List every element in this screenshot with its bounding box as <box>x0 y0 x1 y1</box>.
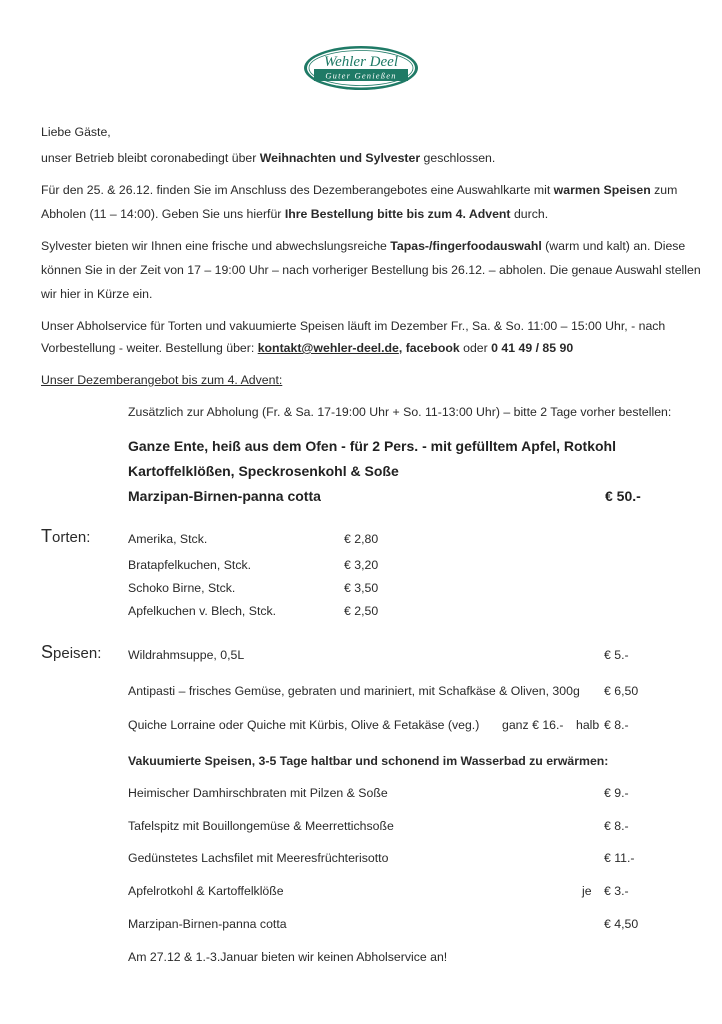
menu-price: € 8.- <box>604 718 629 732</box>
torte-item: Schoko Birne, Stck. <box>128 581 236 595</box>
logo-subtitle: Guter Genießen <box>325 70 397 81</box>
paragraph-line: wir hier in Kürze ein. <box>41 287 153 301</box>
menu-item: Tafelspitz mit Bouillongemüse & Meerrettichsoße <box>128 819 394 833</box>
wehler-deel-logo <box>302 44 420 92</box>
email-link[interactable]: kontakt@wehler-deel.de <box>257 341 399 355</box>
torte-price: € 2,80 <box>344 532 379 546</box>
menu-price-whole: ganz € 16.- <box>502 718 564 732</box>
menu-item: Marzipan-Birnen-panna cotta <box>128 917 287 931</box>
greeting: Liebe Gäste, <box>41 125 111 139</box>
advent-line: Marzipan-Birnen-panna cotta <box>128 488 321 504</box>
menu-price-prefix: je <box>582 884 592 898</box>
vacuum-heading: Vakuumierte Speisen, 3-5 Tage haltbar und schonend im Wasserbad zu erwärmen: <box>128 754 609 768</box>
menu-item: Heimischer Damhirschbraten mit Pilzen & Soße <box>128 786 388 800</box>
torte-item: Bratapfelkuchen, Stck. <box>128 558 252 572</box>
closing-note: Am 27.12 & 1.-3.Januar bieten wir keinen Abholservice an! <box>128 950 448 964</box>
paragraph-line: können Sie in der Zeit von 17 – 19:00 Uhr – nach vorheriger Bestellung bis 26.12. – abholen. Die genaue Auswahl stellen <box>41 263 701 277</box>
advent-line: Ganze Ente, heiß aus dem Ofen - für 2 Pers. - mit gefülltem Apfel, Rotkohl <box>128 438 616 454</box>
paragraph-line: Für den 25. & 26.12. finden Sie im Anschluss des Dezemberangebotes eine Auswahlkarte mit warmen Speisen zum <box>41 183 678 197</box>
logo-title: Wehler Deel <box>323 54 399 70</box>
paragraph-line: Abholen (11 – 14:00). Geben Sie uns hierfür Ihre Bestellung bitte bis zum 4. Advent durch. <box>41 207 549 221</box>
menu-price: € 9.- <box>604 786 629 800</box>
menu-item: Apfelrotkohl & Kartoffelklöße <box>128 884 284 898</box>
menu-price: € 5.- <box>604 648 629 662</box>
menu-item: Antipasti – frisches Gemüse, gebraten und mariniert, mit Schafkäse & Oliven, 300g <box>128 684 580 698</box>
advent-note: Zusätzlich zur Abholung (Fr. & Sa. 17-19:00 Uhr + So. 11-13:00 Uhr) – bitte 2 Tage vorher bestellen: <box>128 405 672 419</box>
menu-item: Gedünstetes Lachsfilet mit Meeresfrüchterisotto <box>128 851 389 865</box>
menu-price: € 6,50 <box>604 684 639 698</box>
torte-item: Apfelkuchen v. Blech, Stck. <box>128 604 277 618</box>
torte-item: Amerika, Stck. <box>128 532 208 546</box>
paragraph-line: Sylvester bieten wir Ihnen eine frische und abwechslungsreiche Tapas-/fingerfoodauswahl (warm und kalt) an. Diese <box>41 239 686 253</box>
menu-half-label: halb <box>576 718 600 732</box>
menu-item: Wildrahmsuppe, 0,5L <box>128 648 245 662</box>
torte-price: € 2,50 <box>344 604 379 618</box>
paragraph-line: Unser Abholservice für Torten und vakuumierte Speisen läuft im Dezember Fr., Sa. & So. 11:00 – 15:00 Uhr, - nach <box>41 319 666 333</box>
section-speisen: Speisen: <box>41 642 102 662</box>
advent-heading: Unser Dezemberangebot bis zum 4. Advent: <box>41 373 283 387</box>
torte-price: € 3,50 <box>344 581 379 595</box>
menu-price: € 11.- <box>604 851 635 865</box>
torte-price: € 3,20 <box>344 558 379 572</box>
menu-item: Quiche Lorraine oder Quiche mit Kürbis, Olive & Fetakäse (veg.) <box>128 718 480 732</box>
section-torten: Torten: <box>41 526 91 546</box>
intro-line: unser Betrieb bleibt coronabedingt über Weihnachten und Sylvester geschlossen. <box>41 151 496 165</box>
menu-price: € 4,50 <box>604 917 639 931</box>
phone-number: 0 41 49 / 85 90 <box>491 341 574 355</box>
paragraph-line: Vorbestellung - weiter. Bestellung über: kontakt@wehler-deel.de, facebook oder 0 41 49 / 85 90 <box>41 341 574 355</box>
menu-price: € 3.- <box>604 884 629 898</box>
menu-price: € 8.- <box>604 819 629 833</box>
advent-price: € 50.- <box>605 488 641 504</box>
advent-line: Kartoffelklößen, Speckrosenkohl & Soße <box>128 463 399 479</box>
